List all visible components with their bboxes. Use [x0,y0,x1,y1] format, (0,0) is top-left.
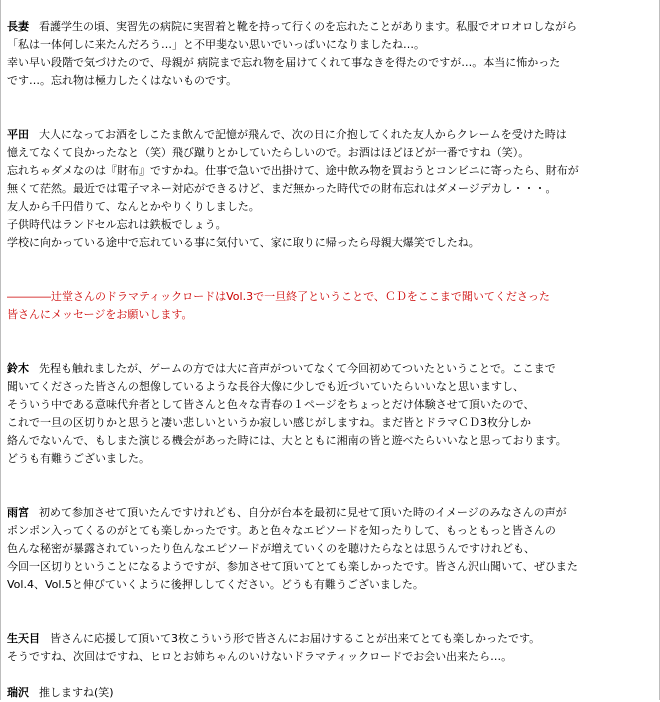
answer-block-suzuki [7,360,655,468]
speaker-name: 長妻 [7,20,29,33]
transcript-line: 無くて茫然。最近では電子マネー対応ができるけど、まだ無かった時代での財布忘れはダメージデカし・・・。 [7,182,557,195]
transcript-line [7,630,655,648]
transcript-line: 今回一区切りということになるようですが、参加させて頂いてとても楽しかったです。皆さん沢山聞いて、ぜひまた [7,560,578,573]
paragraph-gap [7,90,655,126]
speaker-name: 雨宮 [7,506,29,519]
answer-text: 看護学生の頃、実習先の病院に実習着と靴を持って行くのを忘れたことがあります。私服でオロオロしながら [39,20,578,33]
page-left-border [0,0,1,700]
question-line: ――――辻堂さんのドラマティックロードはVol.3で一旦終了ということで、ＣＤをここまで聞いてくださった [7,290,550,303]
question-line: 皆さんにメッセージをお願いします。 [7,308,193,321]
transcript-line: 「私は一体何しに来たんだろう…」と不甲斐ない思いでいっぱいになりましたね…。 [7,38,425,51]
answer-block-namatame [7,630,655,666]
transcript-line: 幸い早い段階で気づけたので、母親が 病院まで忘れ物を届けてくれて事なきを得たのですが…。本当に怖かった [7,56,561,69]
transcript-line: 友人から千円借りて、なんとかやりくりしました。 [7,200,260,213]
answer-block-hirata [7,126,655,252]
speaker-name: 瑞沢 [7,686,29,699]
interview-transcript [7,18,655,702]
transcript-line: 子供時代はランドセル忘れは鉄板でしょう。 [7,218,227,231]
interviewer-question [7,288,655,324]
answer-text: 先程も触れましたが、ゲームの方では大に音声がついてなくて今回初めてついたということで。ここまで [39,362,556,375]
paragraph-gap [7,252,655,288]
transcript-line: 憶えてなくて良かったなと（笑）飛び蹴りとかしていたらしいので。お酒はほどほどが一番ですね（笑）。 [7,146,530,159]
transcript-line [7,360,655,378]
transcript-line: 学校に向かっている途中で忘れている事に気付いて、家に取りに帰ったら母親大爆笑でしたね。 [7,236,480,249]
answer-block-amamiya [7,504,655,594]
paragraph-gap [7,324,655,360]
transcript-line: これで一旦の区切りかと思うと凄い悲しいというか寂しい感じがしますね。まだ皆とドラマＣＤ3枚分しか [7,416,531,429]
transcript-line: 聞いてくださった皆さんの想像しているような長谷大像に少しでも近づいていたらいいなと思いますし、 [7,380,524,393]
transcript-line: 忘れちゃダメなのは『財布』ですかね。仕事で急いで出掛けて、途中飲み物を買おうとコンビニに寄ったら、財布が [7,164,579,177]
transcript-line: どうも有難うございました。 [7,452,150,465]
speaker-name: 平田 [7,128,29,141]
answer-text: 初めて参加させて頂いたんですけれども、自分が台本を最初に見せて頂いた時のイメージのみなさんの声が [39,506,567,519]
paragraph-gap [7,594,655,630]
transcript-line [7,18,655,36]
speaker-name: 鈴木 [7,362,29,375]
transcript-line [7,126,655,144]
paragraph-gap [7,468,655,504]
transcript-line: そういう中である意味代弁者として皆さんと色々な青春の１ページをちょっとだけ体験させて頂いたので、 [7,398,535,411]
speaker-name: 生天目 [7,632,40,645]
transcript-line: ポンポン入ってくるのがとても楽しかったです。あと色々なエピソードを知ったりして、もっともっと皆さんの [7,524,556,537]
answer-block-nagatsuma [7,18,655,90]
transcript-line: そうですね、次回はですね、ヒロとお姉ちゃんのいけないドラマティックロードでお会い出来たら…。 [7,650,513,663]
paragraph-gap [7,666,655,684]
transcript-line: Vol.4、Vol.5と伸びていくように後押ししてください。どうも有難うございました。 [7,578,424,591]
transcript-line [7,504,655,522]
transcript-line: です…。忘れ物は極力したくはないものです。 [7,74,238,87]
answer-text: 推しますね(笑) [39,686,114,699]
transcript-line [7,684,655,702]
answer-text: 皆さんに応援して頂いて3枚こういう形で皆さんにお届けすることが出来てとても楽しかったです。 [50,632,541,645]
transcript-line: 絡んでないんで、もしまた演じる機会があった時には、大とともに湘南の皆と遊べたらいいなと思っております。 [7,434,567,447]
transcript-line: 色んな秘密が暴露されていったり色んなエピソードが増えていくのを聴けたらなとは思うんですけれども、 [7,542,535,555]
answer-text: 大人になってお酒をしこたま飲んで記憶が飛んで、次の日に介抱してくれた友人からクレームを受けた時は [39,128,567,141]
answer-block-mizusawa [7,684,655,702]
